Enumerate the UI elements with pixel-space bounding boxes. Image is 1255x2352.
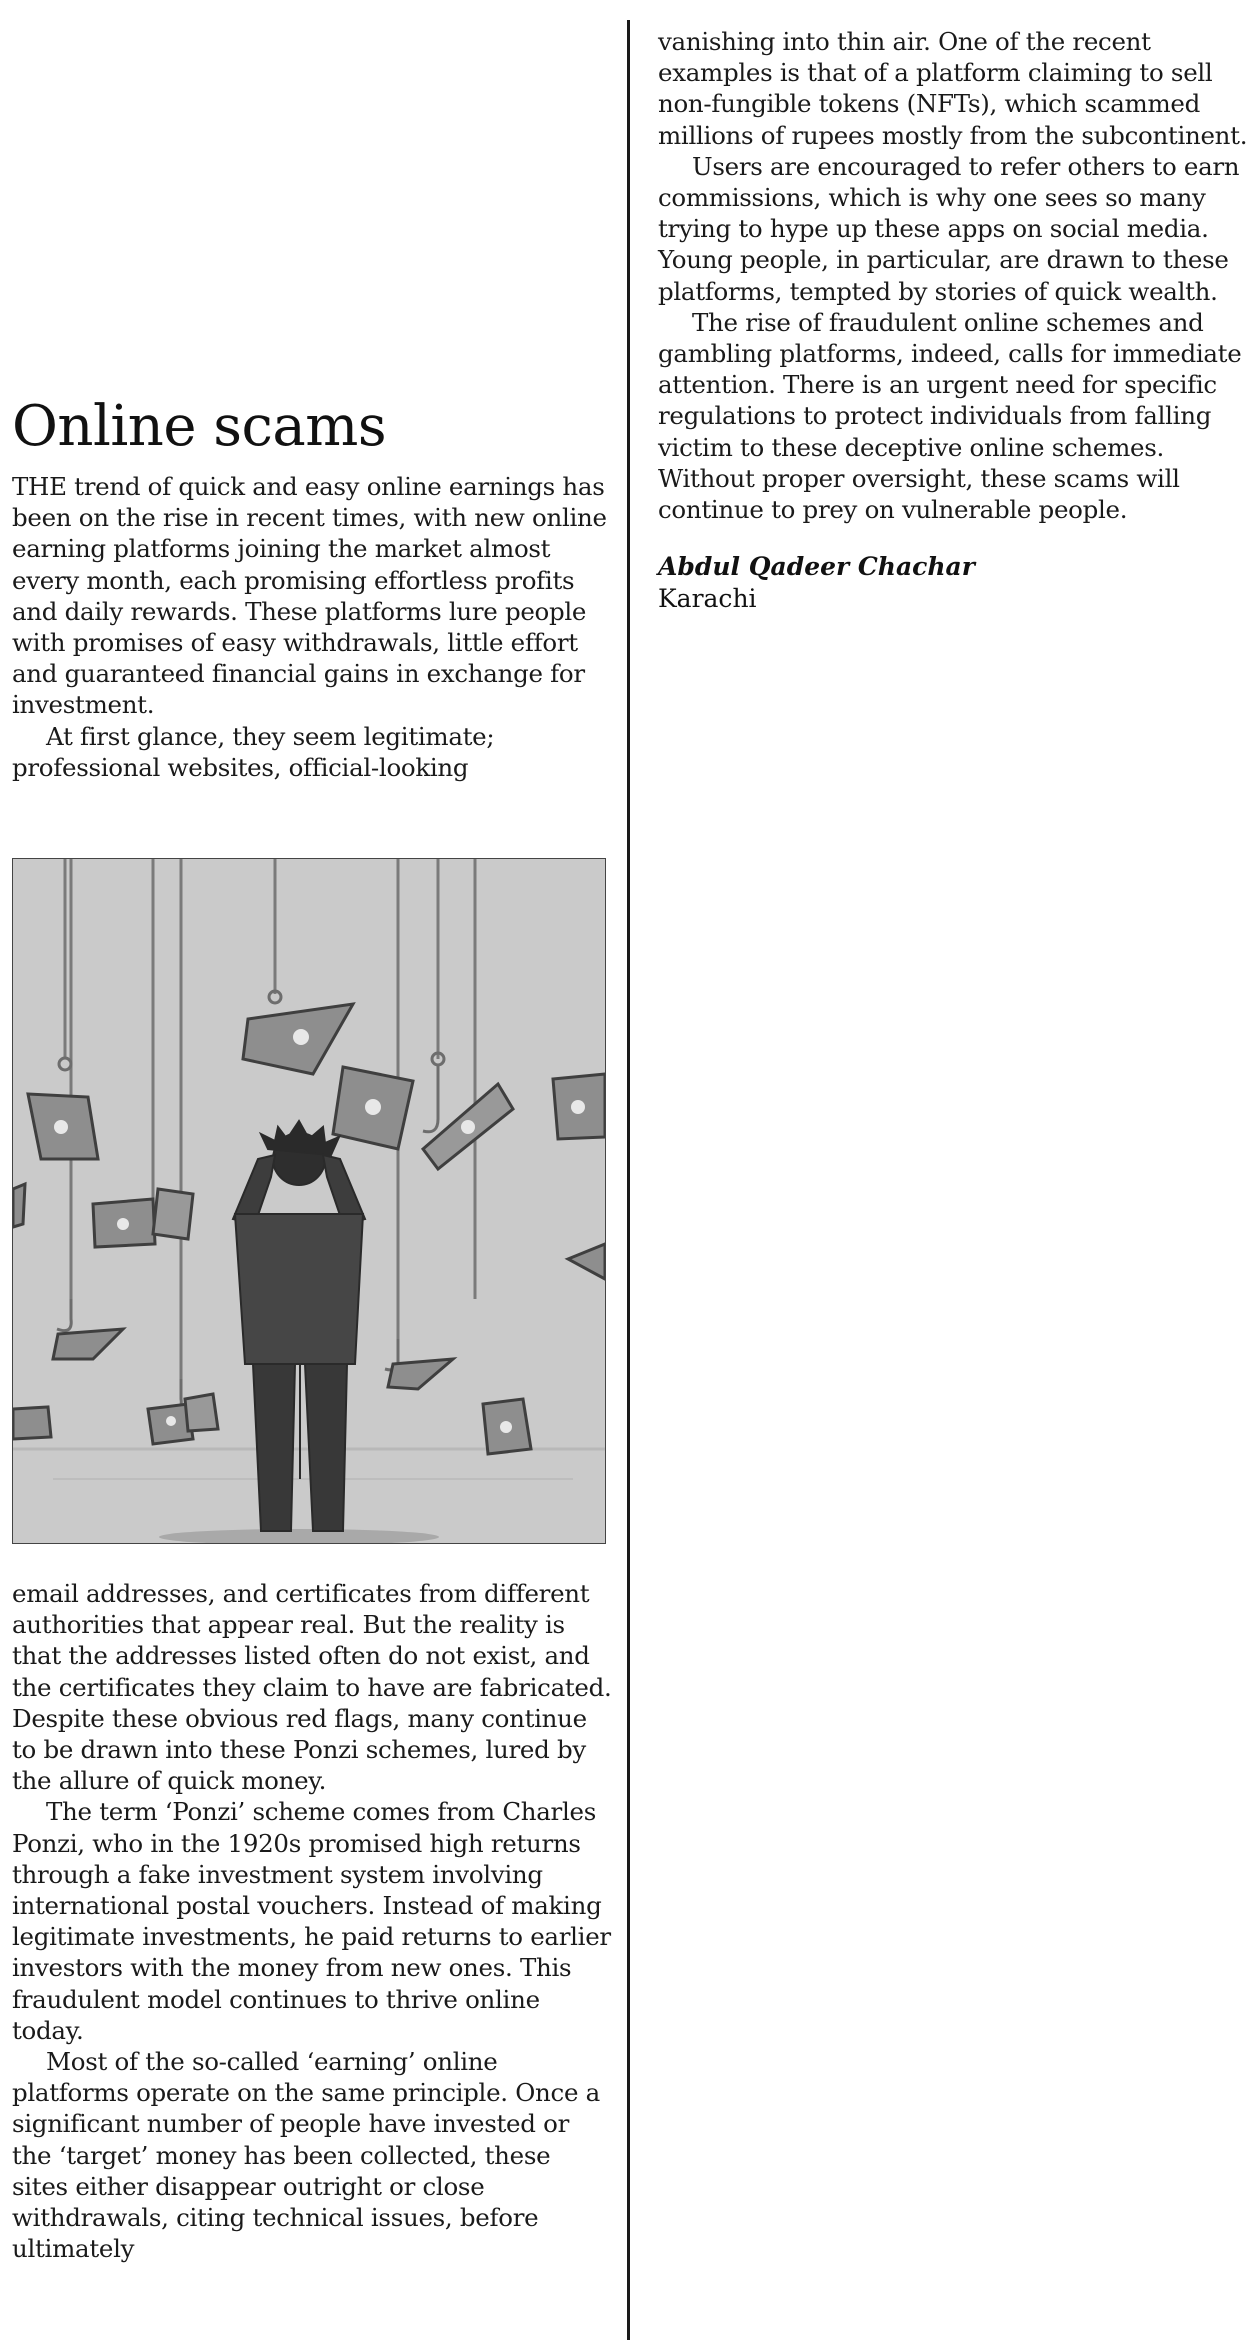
scam-illustration bbox=[12, 858, 606, 1544]
page-title: Online scams bbox=[12, 394, 387, 459]
right-column bbox=[658, 26, 1248, 615]
paragraph: Most of the so-called ‘earning’ online platforms operate on the same principle. Once a significant number of people have invested or the ‘target’ money has been collected, these sites either disappear outright or close withdrawals, citing technical issues, before ultimately bbox=[12, 2047, 600, 2264]
paragraph: The term ‘Ponzi’ scheme comes from Charles Ponzi, who in the 1920s promised high returns through a fake investment system involving international postal vouchers. Instead of making legitimate investments, he paid returns to earlier investors with the money from new ones. This fraudulent model continues to thrive online today. bbox=[12, 1797, 611, 2045]
paragraph: At first glance, they seem legitimate; professional websites, official-looking bbox=[12, 721, 495, 782]
left-column-bottom bbox=[12, 1578, 612, 2264]
paragraph: The rise of fraudulent online schemes and gambling platforms, indeed, calls for immediate attention. There is an urgent need for specific regulations to protect individuals from falling victim to these deceptive online schemes. Without proper oversight, these scams will continue to prey on vulnerable people. bbox=[658, 307, 1242, 525]
paragraph: Users are encouraged to refer others to earn commissions, which is why one sees so many trying to hype up these apps on social media. Young people, in particular, are drawn to these platforms, tempted by stories of quick wealth. bbox=[658, 151, 1240, 306]
column-divider bbox=[627, 20, 630, 2340]
man-surrounded-by-hooked-money-icon bbox=[13, 859, 605, 1543]
author-city: Karachi bbox=[658, 584, 757, 614]
author-name: Abdul Qadeer Chachar bbox=[658, 552, 975, 582]
left-column-top bbox=[12, 395, 612, 783]
paragraph: THE trend of quick and easy online earnings has been on the rise in recent times, with new online earning platforms joining the market almost every month, each promising effortless profits and daily rewards. These platforms lure people with promises of easy withdrawals, little effort and guaranteed financial gains in exchange for investment. bbox=[12, 472, 607, 720]
paragraph: vanishing into thin air. One of the recent examples is that of a platform claiming to sell non-fungible tokens (NFTs), which scammed millions of rupees mostly from the subcontinent. bbox=[658, 27, 1248, 150]
paragraph: email addresses, and certificates from different authorities that appear real. But the reality is that the addresses listed often do not exist, and the certificates they claim to have are fabricated. Despite these obvious red flags, many continue to be drawn into these Ponzi schemes, lured by the allure of quick money. bbox=[12, 1579, 612, 1796]
